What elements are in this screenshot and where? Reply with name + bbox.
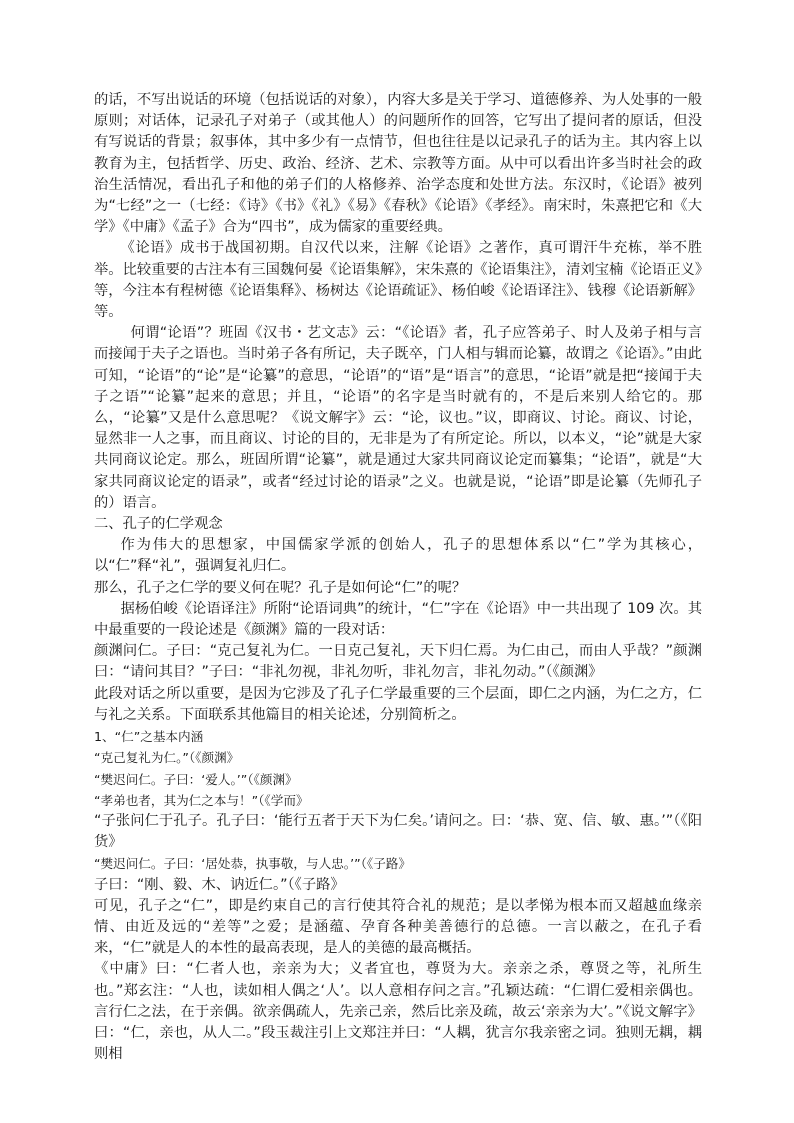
quote-6: 子曰：“刚、毅、木、讷近仁。”（《子路》 (94, 876, 345, 893)
paragraph-10: 《中庸》曰：“仁者人也，亲亲为大；义者宜也，尊贤为大。亲亲之杀，尊贤之等，礼所生也。”郑玄注：“人也，读如相人偶之‘人’。以人意相存问之言。”孔颖达疏：“仁谓仁爱相亲偶也。言行仁之法，在于亲偶。欲亲偶疏人，先亲己亲，然后比亲及疏，故云‘亲亲为大’。”《说文解字》曰：“仁，亲也，从人二。”段玉裁注引上文郑注并曰：“人耦，犹言尔我亲密之词。独则无耦，耦则相 (94, 961, 702, 1063)
paragraph-2: 《论语》成书于战国初期。自汉代以来，注解《论语》之著作，真可谓汗牛充栋，举不胜举。比较重要的古注本有三国魏何晏《论语集解》，宋朱熹的《论语集注》，清刘宝楠《论语正义》等，今注本有程树德《论语集释》、杨树达《论语疏证》、杨伯峻《论语译注》、钱穆《论语新解》等。 (94, 240, 702, 321)
paragraph-1: 的话，不写出说话的环境（包括说话的对象），内容大多是关于学习、道德修养、为人处事的一般原则；对话体，记录孔子对弟子（或其他人）的问题所作的回答，它写出了提问者的原话，但没有写说话的背景；叙事体，其中多少有一点情节，但也往往是以记录孔子的话为主。其内容上以教育为主，包括哲学、历史、政治、经济、艺术、宗教等方面。从中可以看出许多当时社会的政治生活情况，看出孔子和他的弟子们的人格修养、治学态度和处世方法。东汉时，《论语》被列为“七经”之一（七经：《诗》《书》《礼》《易》《春秋》《论语》《孝经》。南宋时，朱熹把它和《大学》《中庸》《孟子》合为“四书”，成为儒家的重要经典。 (94, 92, 702, 236)
quote-5: “樊迟问仁。子曰：‘居处恭，执事敬，与人忠。’”（《子路》 (94, 856, 411, 872)
paragraph-7: 颜渊问仁。子曰：“克己复礼为仁。一日克己复礼，天下归仁焉。为仁由己，而由人乎哉？”颜渊曰：“请问其目？”子曰：“非礼勿视，非礼勿听，非礼勿言，非礼勿动。”（《颜渊》 (94, 643, 702, 681)
subsection-heading: 1、“仁”之基本内涵 (94, 729, 204, 745)
paragraph-8: 此段对话之所以重要，是因为它涉及了孔子仁学最重要的三个层面，即仁之内涵，为仁之方，仁与礼之关系。下面联系其他篇目的相关论述，分别简析之。 (94, 685, 702, 723)
paragraph-3: 何谓“论语”？班固《汉书・艺文志》云：“《论语》者，孔子应答弟子、时人及弟子相与言而接闻于夫子之语也。当时弟子各有所记，夫子既卒，门人相与辑而论纂，故谓之《论语》。”由此可知，“论语”的“论”是“论纂”的意思，“论语”的“语”是“语言”的意思，“论语”就是把“接闻于夫子之语”“论纂”起来的意思；并且，“论语”的名字是当时就有的，不是后来别人给它的。那么，“论纂”又是什么意思呢？《说文解字》云：“论，议也。”议，即商议、讨论。商议、讨论，显然非一人之事，而且商议、讨论的目的，无非是为了有所定论。所以，以本义，“论”就是大家共同商议论定。那么，班固所谓“论纂”，就是通过大家共同商议论定而纂集；“论语”，就是“大家共同商议论定的语录”，或者“经过讨论的语录”之义。也就是说，“论语”即是论纂（先师孔子的）语言。 (94, 325, 702, 511)
paragraph-6: 据杨伯峻《论语译注》所附“论语词典”的统计，“仁”字在《论语》中一共出现了 109 次。其中最重要的一段论述是《颜渊》篇的一段对话： (94, 600, 702, 639)
paragraph-5: 那么，孔子之仁学的要义何在呢？孔子是如何论“仁”的呢？ (94, 579, 467, 596)
quote-4: “子张问仁于孔子。孔子曰：‘能行五者于天下为仁矣。’请问之。曰：‘恭、宽、信、敏、惠。’”（《阳货》 (94, 812, 702, 851)
quote-2: “樊迟问仁。子曰：‘爱人。’”（《颜渊》 (94, 771, 298, 787)
paragraph-9: 可见，孔子之“仁”，即是约束自己的言行使其符合礼的规范；是以孝悌为根本而又超越血缘亲情、由近及远的“差等”之爱；是涵蕴、孕育各种美善德行的总德。一言以蔽之，在孔子看来，“仁”就是人的本性的最高表现，是人的美德的最高概括。 (94, 897, 702, 957)
quote-3: “孝弟也者，其为仁之本与！”（《学而》 (94, 792, 309, 808)
quote-1: “克己复礼为仁。”（《颜渊》 (94, 750, 240, 766)
paragraph-4: 作为伟大的思想家，中国儒家学派的创始人，孔子的思想体系以“仁”学为其核心，以“仁”释“礼”，强调复礼归仁。 (94, 537, 702, 575)
section-heading: 二、孔子的仁学观念 (94, 516, 223, 533)
